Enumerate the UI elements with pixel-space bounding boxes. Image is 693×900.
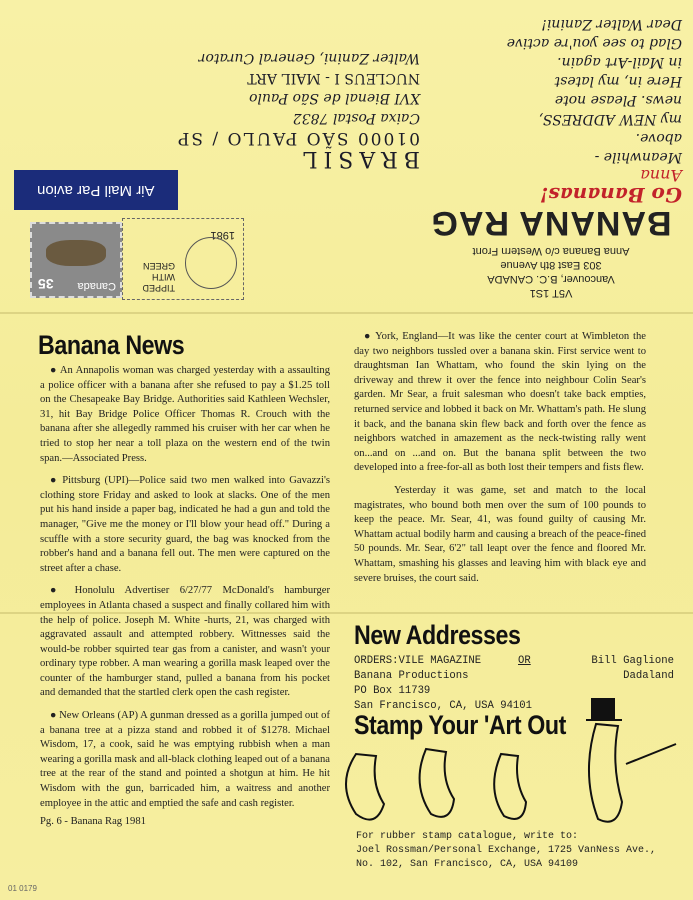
masthead-title: BANANA RAG bbox=[430, 204, 672, 242]
top-hat bbox=[592, 699, 614, 719]
airmail-label: Air Mail Par avion bbox=[14, 170, 178, 210]
news-item: ● Honolulu Advertiser 6/27/77 McDonald's hamburger employees in Atlanta chased a suspect and finally collared him with the help of police. Joseph M. White -hurts, 21, was charged with aggravated assault and attempted robbery. Wittnesses said the would-be robber squirted tear gas from a canister, and wasn't your ordinary type robber. A man wearing a gorilla mask leaped over the counter of the hamburger stand, pulled a banana from his pocket and demanded that the startled clerk open the cash register. bbox=[40, 584, 330, 701]
masthead bbox=[426, 200, 676, 300]
banana-figure bbox=[420, 749, 454, 817]
masthead-address: V5T 1S1 Vancouver, B.C. CANADA 303 East 8th Avenue Anna Banana c/o Western Front bbox=[472, 245, 630, 299]
banana-news-right-column bbox=[354, 330, 646, 594]
news-item: Yesterday it was game, set and match to the local magistrates, who bound both men over the sum of 100 pounds to keep the peace. Mr. Sear, 41, was found guilty of causing Mr. Whattam actual bodily harm and causing a breach of the peace-fined 50 pounds. Mr. Sear, 6'2" tall leapt over the fence and floored Mr. Whattam, smashing his glasses and leaving him with black eye and severe bruises, the court said. bbox=[354, 484, 646, 584]
dancing-bananas-illustration bbox=[326, 694, 686, 844]
news-item: ● York, England—It was like the center court at Wimbleton the day two neighbors tussled over a banana skin. First service went to draughtsman Ian Whattam, who found the skin lying on the driveway and threw it over the fence into neighbour Colin Sear's garden. Mr Sear, a fruit salesman who doesn't take back empties, returned service and lobbed it back on Mr. Whattam's path. He slung it back, and the banana skin flew back and forth over the fence as neighbors watched in amazement as the neck-twisting rally went on...and on ...and on. But the banana split between the two developed into a free-for-all as both lost their tempers and fists flew. bbox=[354, 330, 646, 476]
banana-news-left-column bbox=[40, 364, 330, 830]
margin-code: 01 0179 bbox=[8, 884, 37, 893]
stamp-art-heading: Stamp Your 'Art Out bbox=[354, 710, 566, 740]
postage-stamp: Canada 35 bbox=[30, 222, 122, 298]
news-item: ● New Orleans (AP) A gunman dressed as a gorilla jumped out of a banana tree at a pizza stand and robbed it of $1278. Michael Wisdom, 17, a cook, said he was emptying rubbish when a man wearing a gorilla mask and all-black clothing leaped out of a banana tree at the rear of the stand and pointed a shotgun at him. He hit Wisdom with the gun, barricaded him, a waitress and another employee in the attic and emptied the safe and cash register. bbox=[40, 709, 330, 811]
bird-illustration bbox=[46, 240, 106, 266]
news-item: ● Pittsburg (UPI)—Police said two men walked into Gavazzi's clothing store Friday and asked to look at slacks. One of the men put his hand inside a paper bag, indicated he had a gun and told the manager, "Give me the money or I'll blow your head off." During a scuffle with a store security guard, the bag was knocked from the robber's hand and a banana fell out. The men were captured on the street after a chase. bbox=[40, 474, 330, 576]
banana-figure bbox=[494, 754, 526, 819]
cane bbox=[626, 744, 676, 764]
news-item: ● An Annapolis woman was charged yesterday with a assaulting a police officer with a banana after she refused to pay a $1.25 toll on the Chesapeake Bay Bridge. Authorities said Kathleen Wechsler, 31, hit Bay Bridge Police Officer Thomas R. Crouch with the banana after she allegedly rammed his cruiser with her car when he tried to stop her near a toll plaza on the western end of the twin span.—Associated Press. bbox=[40, 364, 330, 466]
handwritten-note: Go Bananas! Anna Meanwhile - above. my NEW ADDRESS, news. Please note Here in, my latest in Mail-Art again. Glad to see you're active Dear Walter Zanini! bbox=[506, 16, 682, 207]
address-left: ORDERS:VILE MAGAZINE Banana Productions PO Box 11739 San Francisco, CA, USA 94101 bbox=[354, 655, 533, 712]
banana-figure bbox=[589, 724, 622, 822]
banana-figure bbox=[346, 754, 384, 820]
address-right: Bill Gaglione Dadaland bbox=[591, 655, 674, 682]
recipient-address: BRASIL 01000 SÃO PAULO / SP Caixa Postal 7832 XVI Bienal de São Paulo NUCLEUS I - MAIL ART Walter Zanini, General Curator bbox=[175, 50, 420, 171]
address-or: OR bbox=[518, 655, 531, 667]
banana-news-heading: Banana News bbox=[38, 330, 185, 360]
new-addresses-heading: New Addresses bbox=[354, 620, 521, 650]
cancel-circle bbox=[185, 237, 237, 289]
stamp-art-text: For rubber stamp catalogue, write to: Joel Rossman/Personal Exchange, 1725 VanNess Ave., No. 102, San Francisco, CA, USA 94109 bbox=[356, 831, 657, 870]
postmark: TIPPED WITH GREEN 1981 bbox=[122, 218, 244, 300]
fold-line bbox=[0, 312, 693, 314]
page-footer: Pg. 6 - Banana Rag 1981 bbox=[40, 816, 146, 828]
